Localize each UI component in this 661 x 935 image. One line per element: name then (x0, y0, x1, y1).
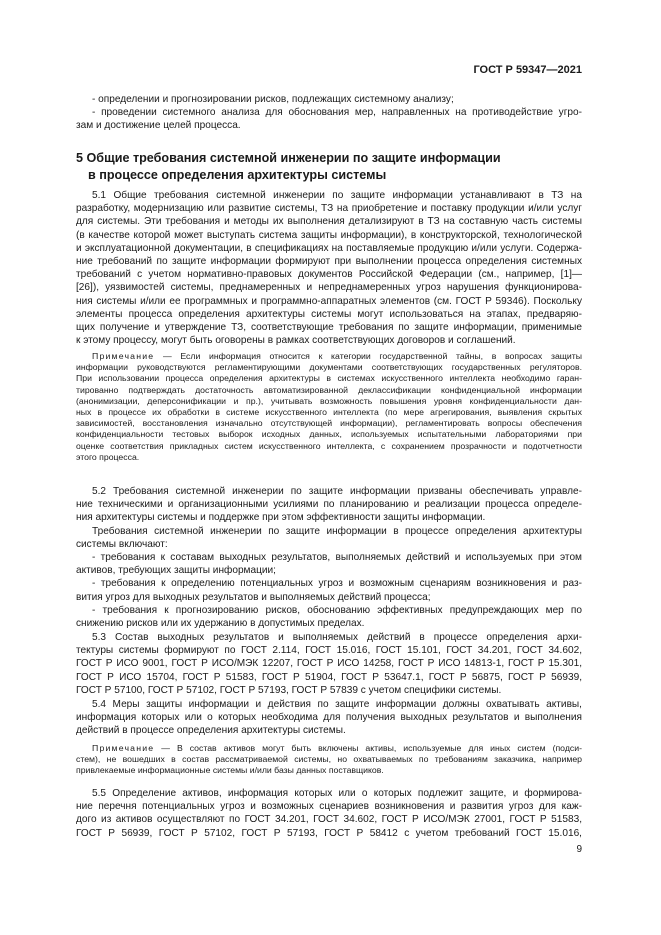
note-label: Примечание (92, 743, 155, 753)
paragraph-line: разработку, модернизацию или развитие системы, ТЗ на приобретение и поставку продукции и/или услуг (76, 203, 582, 215)
paragraph-line: ГОСТ Р 56939, ГОСТ Р 57102, ГОСТ Р 57193, ГОСТ Р 58412 с учетом требований ГОСТ 15.016, (76, 827, 582, 839)
paragraph-5-5 (76, 787, 582, 840)
paragraph-line: - требования к определению потенциальных угроз и возможным сценариям возникновения и раз- (92, 578, 582, 590)
paragraph-line: для системы. Эти требования и методы их выполнения детализируют в ТЗ на составную часть системы (76, 216, 582, 228)
page-number: 9 (576, 844, 582, 855)
note-text: — В состав активов могут быть включены активы, используемые для иных систем (подси- (154, 743, 582, 753)
paragraph-line: ние техническими и организационными усилиями по планированию и реализации процесса определе- (76, 499, 582, 511)
note-line: этого процесса. (76, 451, 140, 462)
paragraph-line: дого из активов осуществляют по ГОСТ 34.201, ГОСТ 34.602, ГОСТ Р ИСО/МЭК 27001, ГОСТ Р 51583, (76, 814, 582, 826)
section-title-line1: 5 Общие требования системной инженерии по защите информации (76, 151, 501, 165)
paragraph-line: системы включают: (76, 538, 168, 550)
paragraph-line: 5.4 Меры защиты информации и действия по защите информации должны охватывать активы, (92, 699, 582, 710)
paragraph-line: элементы процесса определения архитектуры системы могут использоваться на этапах, предваряю- (76, 308, 582, 320)
note-line: ных в процессе их обработки в системе искусственного интеллекта (по мере агрегирования, выявления скрытых (76, 407, 582, 418)
note-line: конфиденциальности тестовых выборок исходных данных, используемых испытательными лабораториями при (76, 429, 582, 440)
paragraph-5-4 (76, 698, 582, 738)
paragraph-line: 5.3 Состав выходных результатов и выполняемых действий в процессе определения архи- (92, 632, 582, 643)
intro-line: - определении и прогнозировании рисков, подлежащих системному анализу; (92, 94, 454, 105)
intro-line: - проведении системного анализа для обоснования мер, направленных на противодействие угро- (92, 107, 582, 119)
paragraph-line: [26]), уязвимостей системы, преднамеренных и непреднамеренных угроз нарушения функционирова- (76, 282, 582, 294)
paragraph-line: - требования к составам выходных результатов, выполняемых действий и используемых при этом (92, 552, 582, 564)
paragraph-line: ГОСТ Р ИСО 9001, ГОСТ Р ИСО/МЭК 12207, ГОСТ Р ИСО 14258, ГОСТ Р ИСО 14813-1, ГОСТ Р 15.301, (76, 658, 582, 670)
note-line: привлекаемые информационные системы и/или базы данных поставщиков. (76, 765, 384, 776)
note-text: — Если информация относится к категории государственной тайны, в вопросах защиты (154, 351, 582, 361)
paragraph-5-1 (76, 189, 582, 347)
paragraph-line: ГОСТ Р ИСО 15704, ГОСТ Р 51583, ГОСТ Р 51904, ГОСТ Р 53647.1, ГОСТ Р 56875, ГОСТ Р 56939, (76, 671, 582, 683)
note-1 (76, 351, 582, 463)
paragraph-line: требований с учетом нормативно-правовых документов Российской Федерации (см., например, [1]— (76, 269, 582, 281)
paragraph-line: ния системы и/или ее программных и программно-аппаратных элементов (см. ГОСТ Р 59346). Поскольку (76, 295, 582, 307)
note-label: Примечание (92, 351, 155, 361)
section-title-line2: в процессе определения архитектуры системы (88, 168, 387, 182)
note-line: тированно подтверждать достаточность автоматизированной деклассификации конфиденциальной информации (76, 384, 582, 395)
paragraph-line: ние требований по защите информации формируют при выполнении процесса определения системных (76, 256, 582, 268)
paragraph-line: к этому процессу, могут быть оговорены в рамках соответствующих договоров и соглашений. (76, 335, 516, 347)
paragraph-line: активов, требующих защиты информации; (76, 565, 276, 577)
paragraph-5-2 (76, 485, 582, 630)
note-line: При использовании процесса определения архитектуры в системах искусственного интеллекта необходимо гаран- (76, 373, 582, 384)
paragraph-line: и эксплуатационной документации, в спецификациях на поставляемые продукцию и/или услуги. Содержа- (76, 242, 582, 254)
note-2 (76, 743, 582, 777)
intro-line: зам и достижение целей процесса. (76, 120, 241, 132)
note-line: оценке соответствия прикладных систем искусственного интеллекта, с сохранением прозрачности и подотчетности (76, 440, 582, 451)
paragraph-line: 5.1 Общие требования системной инженерии по защите информации устанавливают в ТЗ на (92, 190, 582, 201)
paragraph-line: ГОСТ Р 57100, ГОСТ Р 57102, ГОСТ Р 57193, ГОСТ Р 57839 с учетом специфики системы. (76, 684, 502, 696)
note-line: (анонимизации, деперсонификации и пр.), учитывать возможность повышения уровня конфиденциальности дан- (76, 395, 582, 406)
paragraph-line: 5.2 Требования системной инженерии по защите информации призваны обеспечивать управле- (92, 486, 582, 497)
paragraph-line: тектуры системы формируют по ГОСТ 2.114, ГОСТ 15.016, ГОСТ 15.101, ГОСТ 34.201, ГОСТ 34.602, (76, 645, 582, 657)
intro-list (76, 93, 582, 133)
note-line: стем), не вошедших в состав рассматриваемой системы, но охватываемых по требованиям заказчика, например (76, 754, 582, 765)
note-line: информации руководствуются регламентирующими документами соответствующих государственных регуляторов. (76, 362, 582, 373)
paragraph-line: ние перечня потенциальных угроз и возможных сценариев возникновения и развития угроз для каж- (76, 801, 582, 813)
paragraph-line: (в качестве которой может выступать система защиты информации), в конструкторской, технологической (76, 229, 582, 241)
paragraph-5-3 (76, 631, 582, 697)
paragraph-line: информация которых или о которых необходима для получения выходных результатов и выполнения (76, 712, 582, 724)
note-first-line (76, 351, 582, 362)
paragraph-line: щих получение и утверждение ТЗ, соответствующие требования по защите информации, применимые (76, 322, 582, 334)
standard-number: ГОСТ Р 59347—2021 (473, 64, 582, 76)
paragraph-line: ния архитектуры системы и поддержке при этом эффективности защиты информации. (76, 512, 486, 524)
paragraph-line: - требования к прогнозированию рисков, обоснованию эффективных предупреждающих мер по (92, 604, 582, 616)
paragraph-line: действий в процессе определения архитектуры системы. (76, 725, 346, 737)
paragraph-line: снижению рисков или их удержанию в допустимых пределах. (76, 618, 365, 630)
note-first-line (76, 743, 582, 754)
paragraph-line: вития угроз для выходных результатов и выполняемых действий процесса; (76, 591, 431, 603)
paragraph-line: 5.5 Определение активов, информация которых или о которых подлежит защите, и формирова- (92, 788, 582, 799)
note-line: зависимостей, восстановления изначально отсутствующей информации), регламентировать вопросы обеспечения (76, 418, 582, 429)
paragraph-line: Требования системной инженерии по защите информации в процессе определения архитектуры (92, 525, 582, 537)
